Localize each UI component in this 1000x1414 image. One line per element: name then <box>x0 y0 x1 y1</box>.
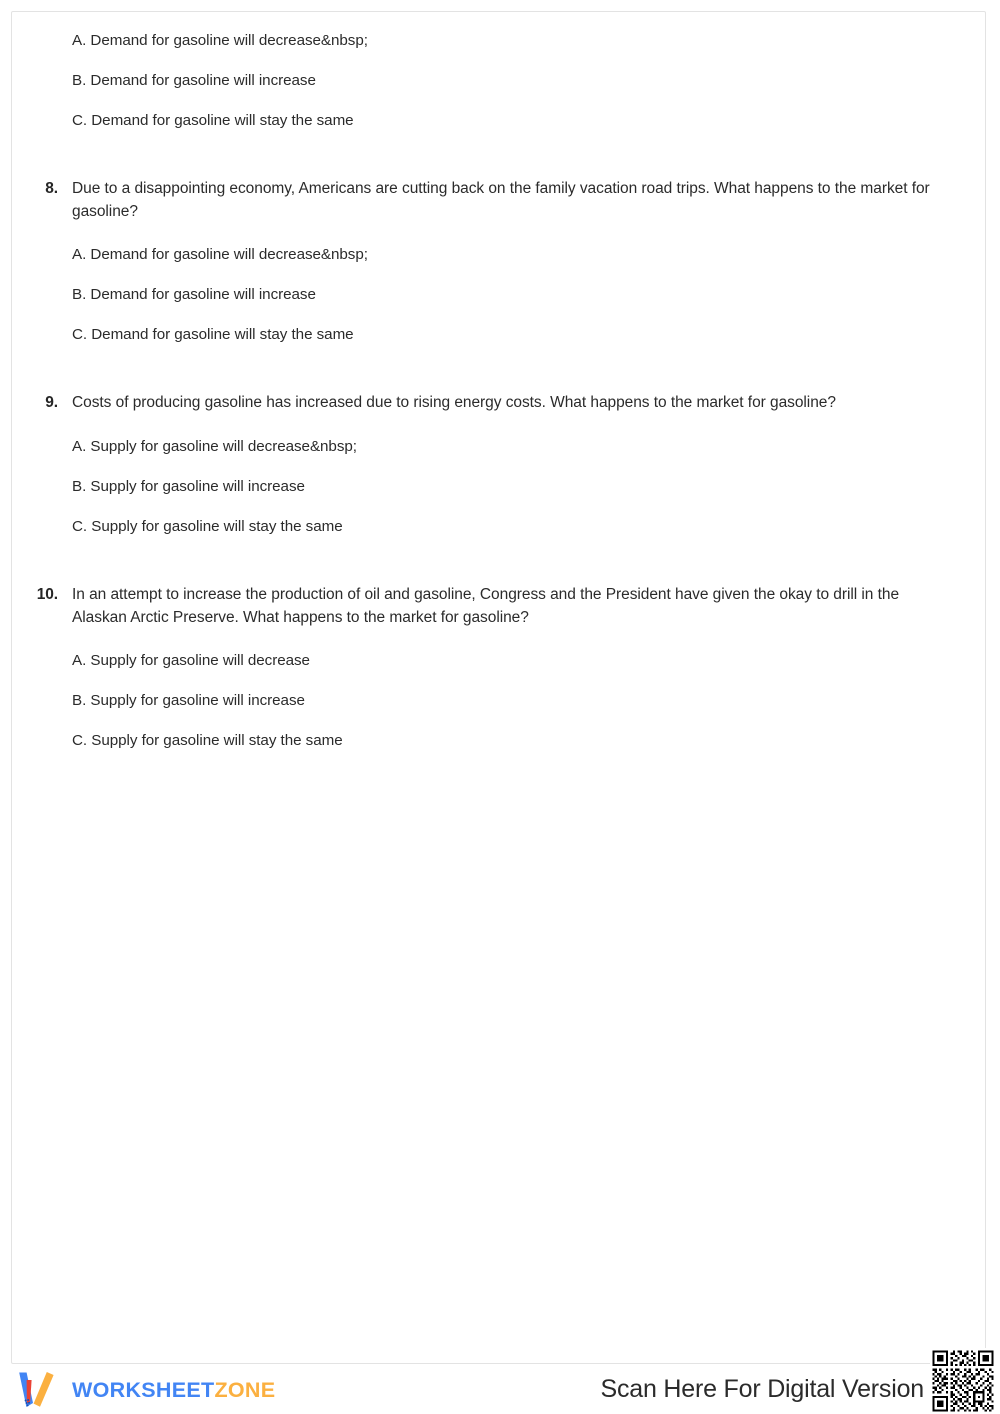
question-text: Due to a disappointing economy, Americans are cutting back on the family vacation road trips. What happens to the market for gasoline? <box>72 180 930 220</box>
spacer <box>12 566 986 583</box>
option-item: A. Supply for gasoline will decrease&nbsp; <box>72 438 357 455</box>
qr-code-icon[interactable] <box>930 1348 996 1414</box>
brand-word-zone: ZONE <box>214 1377 276 1402</box>
spacer <box>12 160 986 177</box>
question-row <box>12 391 986 415</box>
question-text: Costs of producing gasoline has increased due to rising energy costs. What happens to the market for gasoline? <box>72 394 836 411</box>
options-list <box>12 436 986 538</box>
brand-wordmark <box>72 1378 275 1403</box>
option-item: B. Demand for gasoline will increase <box>72 286 316 303</box>
worksheet-zone-logo-icon <box>16 1370 62 1410</box>
spacer <box>12 458 986 476</box>
question-number: 10. <box>36 586 58 603</box>
option-item: A. Demand for gasoline will decrease&nbsp; <box>72 32 368 49</box>
option-item: A. Demand for gasoline will decrease&nbsp; <box>72 246 368 263</box>
option-item: C. Supply for gasoline will stay the same <box>72 732 343 749</box>
spacer <box>12 306 986 324</box>
spacer <box>12 629 986 650</box>
option-item: C. Demand for gasoline will stay the same <box>72 326 354 343</box>
option-item: B. Supply for gasoline will increase <box>72 692 305 709</box>
question-row <box>12 177 986 223</box>
options-list <box>12 244 986 346</box>
spacer <box>12 538 986 566</box>
spacer <box>12 712 986 730</box>
worksheet-content <box>12 12 986 752</box>
brand-logo <box>16 1368 275 1412</box>
option-item: B. Supply for gasoline will increase <box>72 478 305 495</box>
option-item: C. Supply for gasoline will stay the same <box>72 518 343 535</box>
question-number: 9. <box>45 394 58 411</box>
spacer <box>12 415 986 436</box>
question-row <box>12 583 986 629</box>
continued-options-list <box>12 30 986 132</box>
spacer <box>12 223 986 244</box>
spacer <box>12 132 986 160</box>
scan-text: Scan Here For Digital Version <box>600 1374 924 1403</box>
option-item: A. Supply for gasoline will decrease <box>72 652 310 669</box>
brand-word-worksheet: WORKSHEET <box>72 1377 215 1402</box>
page-footer <box>0 1364 1000 1414</box>
spacer <box>12 266 986 284</box>
option-item: C. Demand for gasoline will stay the same <box>72 112 354 129</box>
option-item: B. Demand for gasoline will increase <box>72 72 316 89</box>
spacer <box>12 374 986 391</box>
spacer <box>12 92 986 110</box>
options-list <box>12 650 986 752</box>
spacer <box>12 52 986 70</box>
spacer <box>12 672 986 690</box>
spacer <box>12 498 986 516</box>
question-text: In an attempt to increase the production of oil and gasoline, Congress and the President have given the okay to drill in the Alaskan Arctic Preserve. What happens to the market for gasoline? <box>72 586 900 626</box>
scan-cta <box>600 1364 996 1414</box>
spacer <box>12 346 986 374</box>
question-number: 8. <box>45 180 58 197</box>
worksheet-page <box>11 11 986 1364</box>
